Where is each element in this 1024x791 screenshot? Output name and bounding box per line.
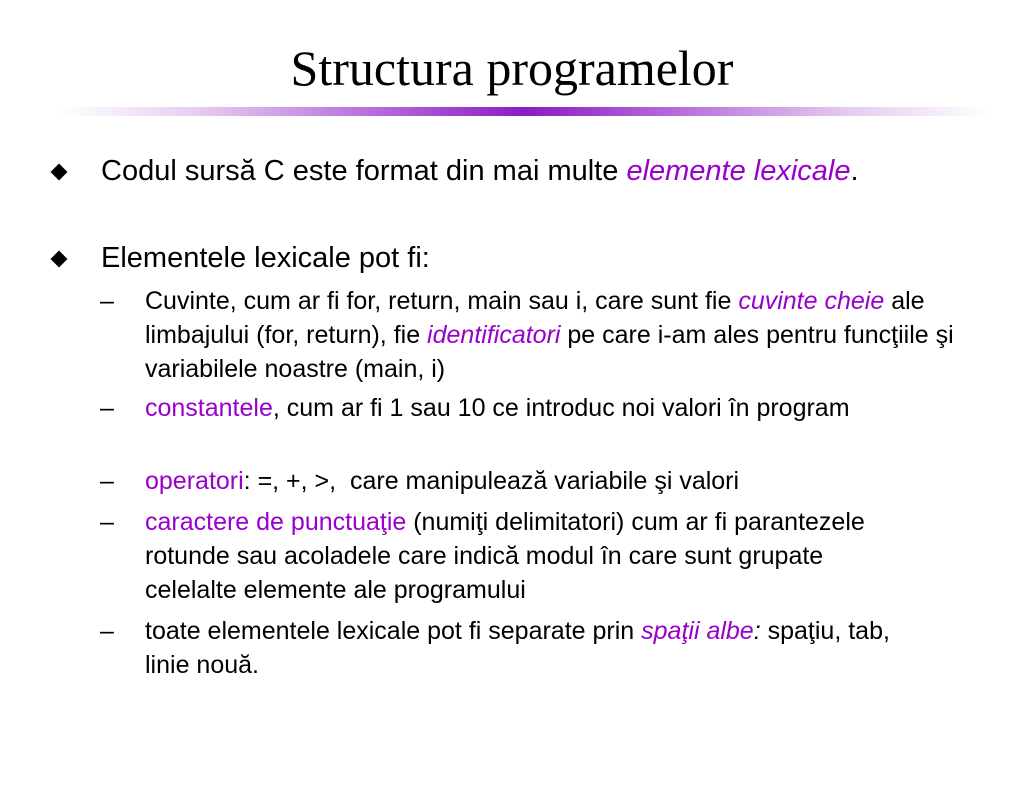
- sub-bullet-5-colon: :: [753, 617, 761, 645]
- sub-bullet-5: [145, 614, 935, 682]
- bullet-2-text: Elementele lexicale pot fi:: [101, 242, 430, 274]
- sub-bullet-5-highlight: spaţii albe: [641, 617, 754, 645]
- sub-bullet-1-text-c: pe care i-am ales pentru funcţiile şi variabilele noastre (main, i): [145, 321, 954, 383]
- sub-bullet-1: [145, 284, 975, 386]
- sub-bullet-4-highlight: caractere de punctuaţie: [145, 508, 407, 536]
- title-underline: [60, 107, 990, 116]
- sub-bullet-1-text-a: Cuvinte, cum ar fi for, return, main sau i, care sunt fie: [145, 287, 739, 315]
- sub-bullet-dash: –: [100, 287, 114, 315]
- bullet-1-end: .: [850, 155, 859, 187]
- sub-bullet-5-text-c: spaţiu, tab, linie nouă.: [145, 617, 890, 679]
- bullet-2: [101, 240, 931, 277]
- sub-bullet-dash: –: [100, 508, 114, 536]
- sub-bullet-4-text: (numiţi delimitatori) cum ar fi parantezele rotunde sau acoladele care indică modul în care sunt grupate celelalte elemente ale programului: [145, 508, 865, 604]
- sub-bullet-4: [145, 505, 920, 607]
- sub-bullet-2-highlight: constantele: [145, 394, 273, 422]
- sub-bullet-3-highlight: operatori: [145, 467, 244, 495]
- bullet-1-text: Codul sursă C este format din mai multe: [101, 155, 627, 187]
- slide-title: Structura programelor: [290, 40, 734, 96]
- sub-bullet-dash: –: [100, 617, 114, 645]
- sub-bullet-2: [145, 391, 925, 425]
- sub-bullet-dash: –: [100, 467, 114, 495]
- sub-bullet-1-highlight-b: identificatori: [427, 321, 561, 349]
- sub-bullet-1-highlight-a: cuvinte cheie: [738, 287, 885, 315]
- bullet-1: [101, 153, 931, 190]
- sub-bullet-2-text: , cum ar fi 1 sau 10 ce introduc noi valori în program: [272, 394, 850, 422]
- sub-bullet-5-text-a: toate elementele lexicale pot fi separate prin: [145, 617, 642, 645]
- diamond-bullet-icon: [51, 164, 68, 181]
- sub-bullet-3: [145, 464, 975, 498]
- sub-bullet-1-text-b: ale limbajului (for, return), fie: [145, 287, 925, 349]
- bullet-1-highlight: elemente lexicale: [626, 155, 851, 187]
- sub-bullet-dash: –: [100, 394, 114, 422]
- diamond-bullet-icon: [51, 251, 68, 268]
- sub-bullet-3-text: : =, +, >, care manipulează variabile şi valori: [243, 467, 740, 495]
